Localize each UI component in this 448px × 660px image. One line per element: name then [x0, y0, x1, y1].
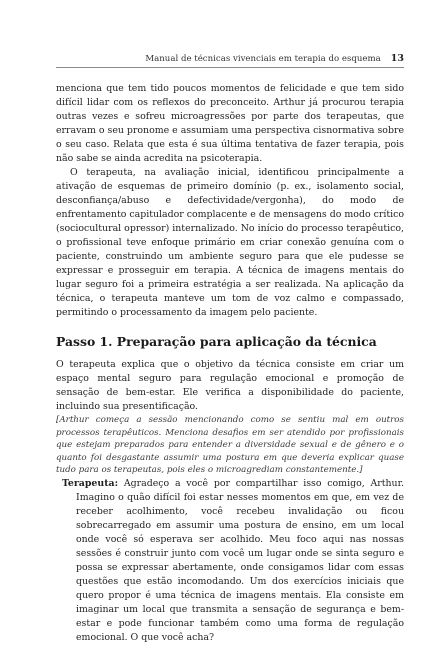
running-head [56, 53, 404, 68]
paragraph-initial-assessment: O terapeuta, na avaliação inicial, identificou principalmente a ativação de esquemas de primeiro domínio (p. ex., isolamento social, desconfiança/abuso e defectividade/vergonha), do modo de enfrentamento capitulador complacente e de mensagens do modo crítico (sociocultural opressor) internalizado. No início do processo terapêutico, o profissional teve enfoque primário em criar conexão genuína com o paciente, construindo um ambiente seguro para que ele pudesse se expressar e prosseguir em terapia. A técnica de imagens mentais do lugar seguro foi a primeira estratégia a ser realizada. Na aplicação da técnica, o terapeuta manteve um tom de voz calmo e compassado, permitindo o processamento da imagem pelo paciente. [56, 167, 404, 318]
session-note: [Arthur começa a sessão mencionando como se sentiu mal em outros processos terapêuticos. Menciona desafios em ser atendido por profissionais que estejam preparados para entender a diversidade sexual e de gênero e o quanto foi desgastante assumir uma postura em que deveria explicar quase tudo para os terapeutas, pois eles o microagrediam constantemente.] [56, 415, 404, 476]
running-title: Manual de técnicas vivenciais em terapia do esquema [145, 54, 381, 64]
speech-text: Agradeço a você por compartilhar isso comigo, Arthur. Imagino o quão difícil foi estar nesses momentos em que, em vez de receber acolhimento, você recebeu invalidação ou ficou sobrecarregado em assumir uma postura de ensino, em um local onde você só esperava ser acolhido. Meu foco aqui nas nossas sessões é construir junto com você um lugar onde se sinta seguro e possa se expressar abertamente, onde consigamos lidar com essas questões que estão incomodando. Um dos exercícios iniciais que quero propor é uma técnica de imagens mentais. Ela consiste em imaginar um local que transmita a sensação de segurança e bem-estar e pode funcionar também como uma forma de regulação emocional. O que você acha? [76, 477, 404, 643]
main-text [56, 82, 404, 645]
paragraph-step-description: O terapeuta explica que o objetivo da técnica consiste em criar um espaço mental seguro para regulação emocional e promoção de sensação de bem-estar. Ele verifica a disponibilidade do paciente, incluindo sua presentificação. [56, 359, 404, 412]
paragraph-case-context: menciona que tem tido poucos momentos de felicidade e que tem sido difícil lidar com os reflexos do preconceito. Arthur já procurou terapia outras vezes e sofreu microagressões por parte dos terapeutas, que erravam o seu pronome e assumiam uma perspectiva cisnormativa sobre o seu caso. Relata que esta é sua última tentativa de fazer terapia, pois não sabe se ainda acredita na psicoterapia. [56, 83, 404, 164]
section-heading: Passo 1. Preparação para aplicação da técnica [56, 334, 377, 349]
speaker-label: Terapeuta: [62, 477, 119, 489]
dialogue-therapist [56, 477, 404, 645]
page-number: 13 [390, 53, 404, 64]
